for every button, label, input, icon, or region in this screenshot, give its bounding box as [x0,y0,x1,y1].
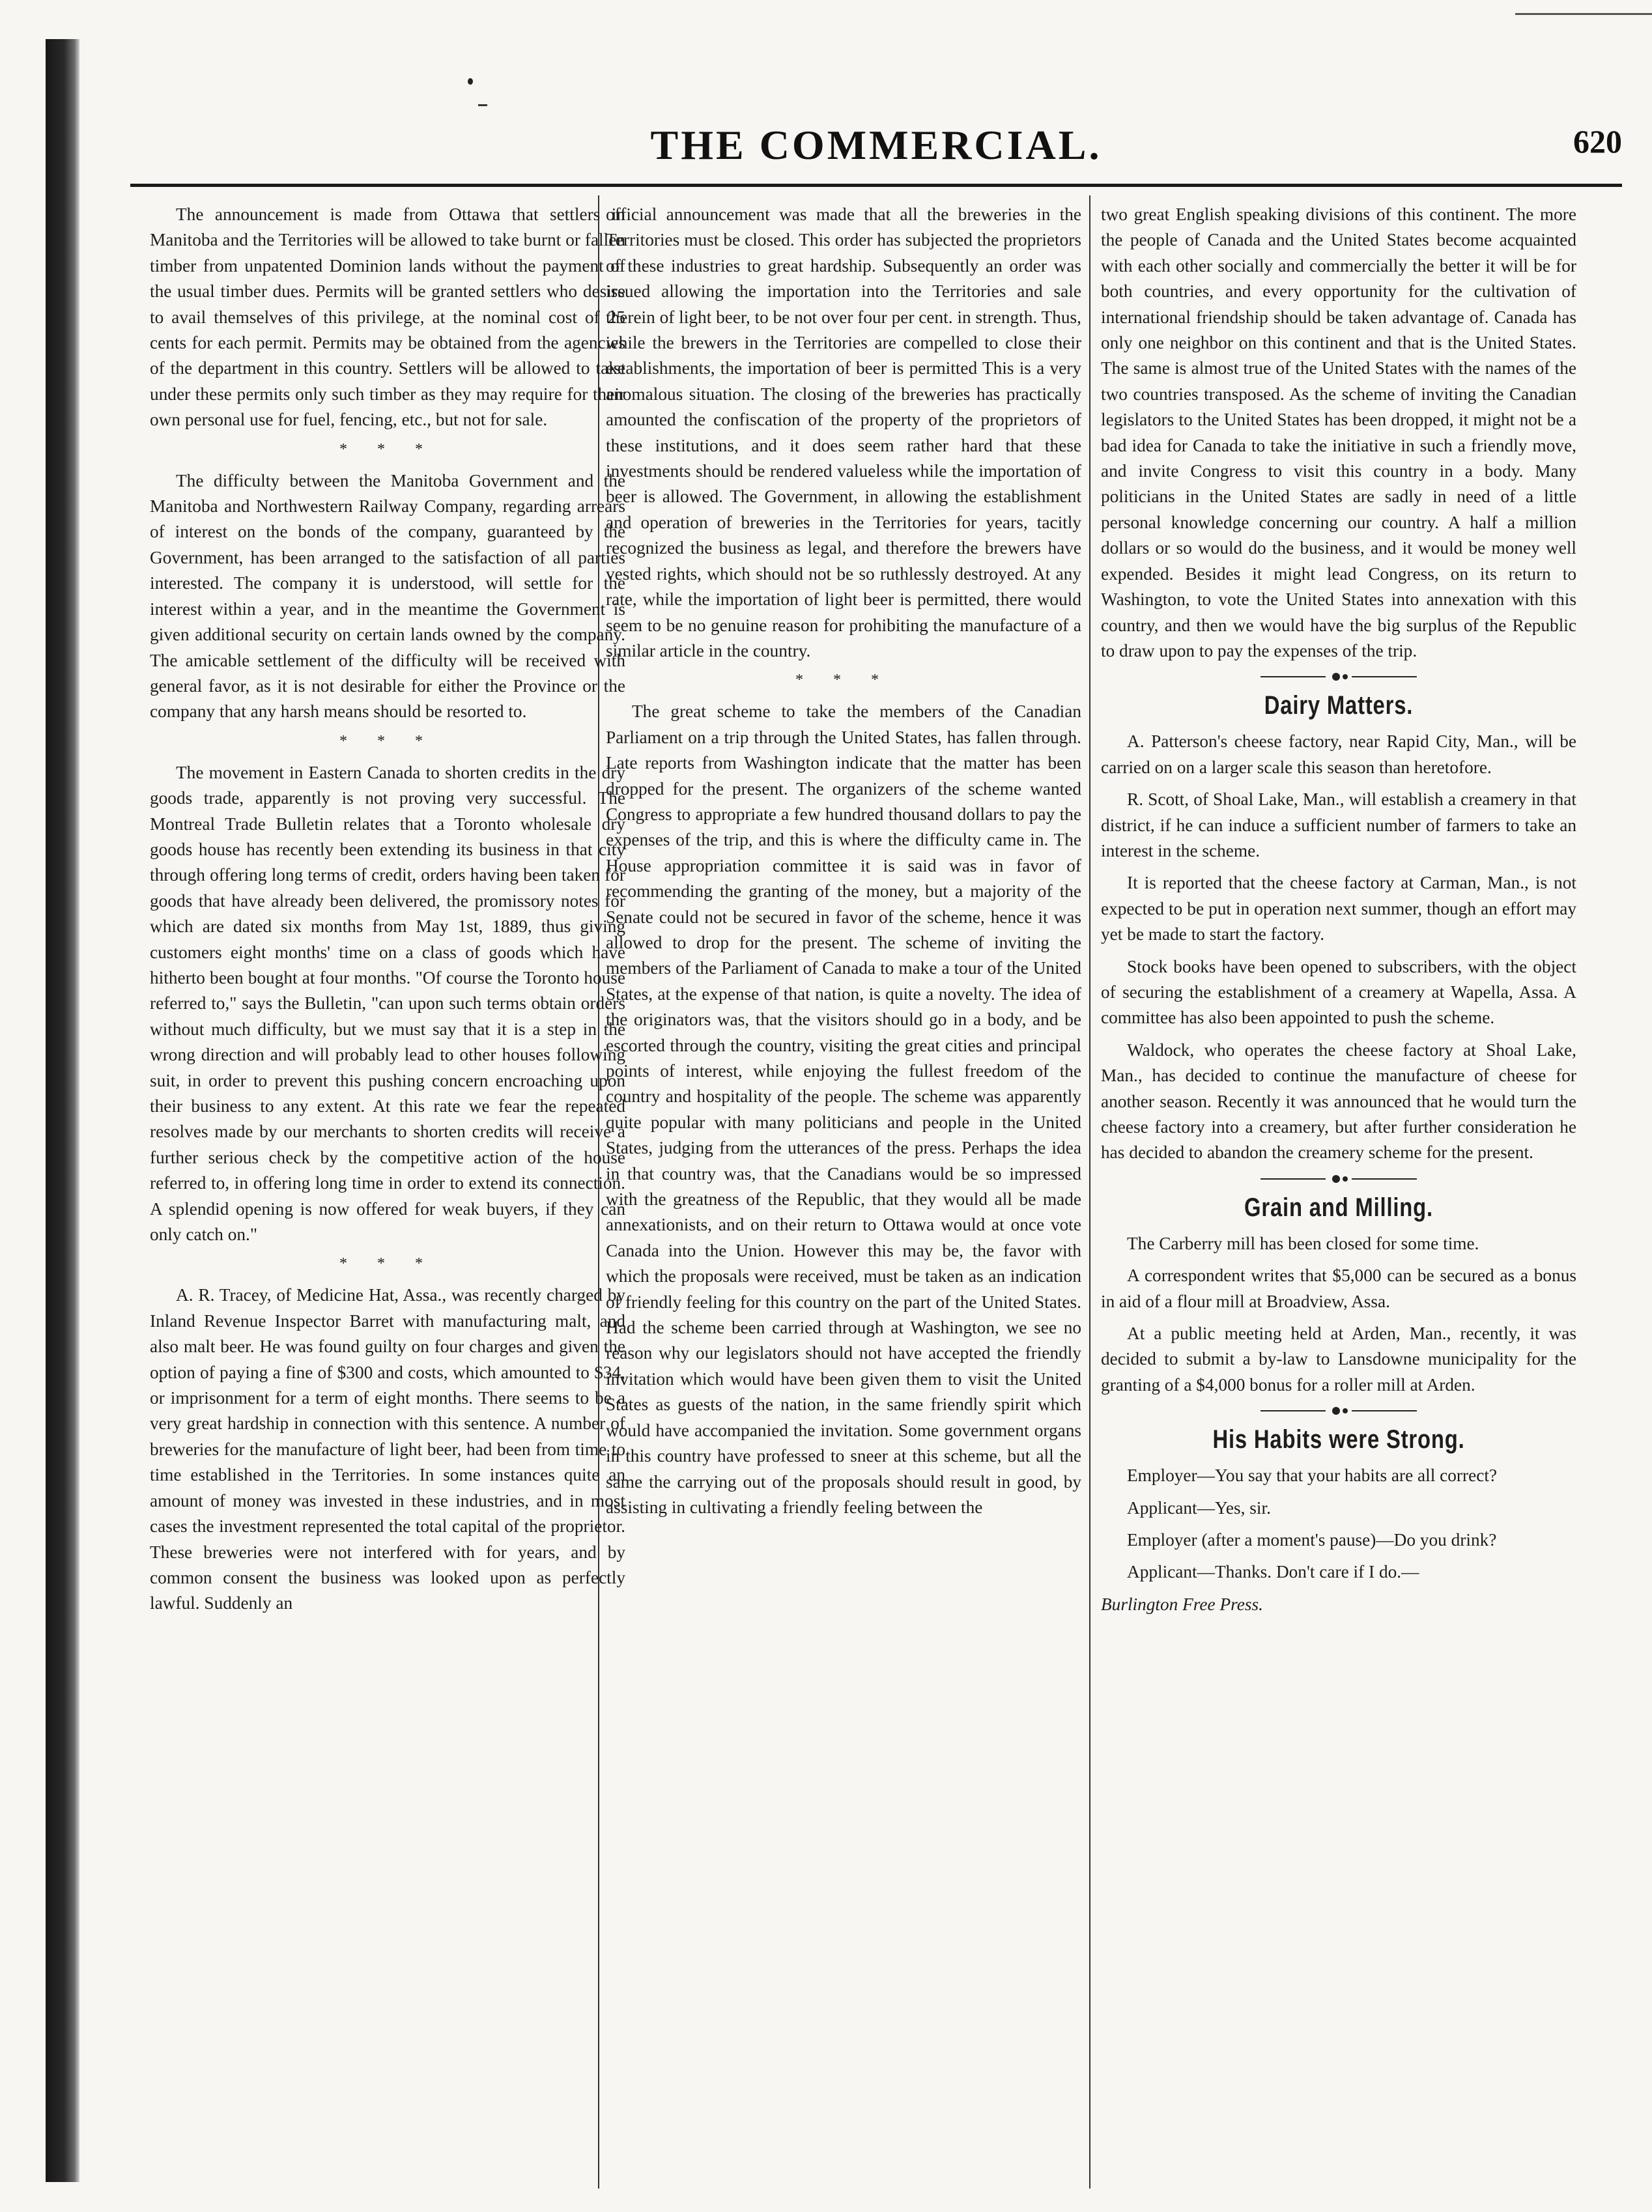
masthead-title: THE COMMERCIAL. [650,122,1102,168]
grain-item: A correspondent writes that $5,000 can be secured as a bonus in aid of a flour mill at Broadview, Assa. [1101,1266,1576,1311]
source-credit: Burlington Free Press. [1101,1594,1263,1614]
section-divider [1260,1404,1417,1417]
dairy-item: A. Patterson's cheese factory, near Rapid City, Man., will be carried on on a larger scale this season than heretofore. [1101,731,1576,777]
corner-rule [1515,13,1652,15]
section-divider [1260,1172,1417,1185]
dairy-item: R. Scott, of Shoal Lake, Man., will establish a creamery in that district, if he can induce a sufficient number of farmers to take an interest in the scheme. [1101,789,1576,860]
article-parliament-trip: The great scheme to take the members of the Canadian Parliament on a trip through the United States, has fallen through. Late reports from Washington indicate that the matter has been dropped for the present. The organizers of the scheme wanted Congress to appropriate a few hundred thousand dollars to pay the expenses of the trip, and this is where the difficulty came in. The House appropriation committee it is said was in favor of recommending the granting of the money, but a majority of the Senate could not be secured in favor of the scheme, hence it was allowed to drop for the present. The scheme of inviting the members of the Parliament of Canada to make a tour of the United States, at the expense of that nation, is quite a novelty. The idea of the originators was, that the visitors should go in a body, and be escorted through the country, visiting the great cities and principal points of interest, while enjoying the fullest freedom of the country and hospitality of the people. The scheme was apparently quite popular with many politicians and people in the United States, judging from the utterances of the press. Perhaps the idea in that country was, that the Canadians would be so impressed with the greatness of the Republic, that they would all be made annexationists, and on their return to Ottawa would at once vote Canada into the Union. However this may be, the favor with which the proposals were received, must be taken as an indication of friendly feeling for this country on the part of the United States. Had the scheme been carried through at Washington, we see no reason why our legislators should not have accepted the friendly invitation which would have been given them to visit the United States as guests of the nation, in the same friendly spirit which would have accompanied the invitation. Some government organs in this country have professed to sneer at this scheme, but all the same the carrying out of the proposals should result in good, by assisting in cultivating a friendly feeling between the [606,702,1081,1517]
masthead-rule [130,184,1622,187]
article-timber-permits: The announcement is made from Ottawa that settlers in Manitoba and the Territories will be allowed to take burnt or fallen timber from unpatented Dominion lands without the payment of the usual timber dues. Permits will be granted settlers who desire to avail themselves of this privilege, at the nominal cost of 25 cents for each permit. Permits may be obtained from the agencies of the department in this country. Settlers will be allowed to take under these permits only such timber as they may require for their own personal use for fuel, fencing, etc., but not for sale. [150,205,625,430]
section-stars: * * * [339,440,436,458]
dialogue-line: Employer (after a moment's pause)—Do you drink? [1127,1530,1497,1550]
heading-his-habits-were-strong: His Habits were Strong. [1212,1425,1465,1454]
dairy-item: Waldock, who operates the cheese factory at Shoal Lake, Man., has decided to continue the manufacture of cheese for another season. Recently it was announced that he would turn the cheese factory into a creamery, but after further consideration he has decided to abandon the creamery scheme for the present. [1101,1040,1576,1163]
ink-speck [468,78,473,85]
heading-dairy-matters: Dairy Matters. [1264,691,1414,720]
article-dry-goods-credits: The movement in Eastern Canada to shorten credits in the dry goods trade, apparently is not proving very successful. The Montreal Trade Bulletin relates that a Toronto wholesale dry goods house has recently been extending its business in that city through offering long terms of credit, orders having been taken for goods that have already been delivered, the promissory notes for which are dated six months from May 1st, 1889, thus giving customers eight months' time on a class of goods which have hitherto been bought at four months. "Of course the Toronto house referred to," says the Bulletin, "can upon such terms obtain orders without much difficulty, but we must say that it is a step in the wrong direction and will probably lead to other houses following suit, in order to prevent this pushing concern encroaching upon their business to any extent. At this rate we fear the repeated resolves made by our merchants to shorten credits will receive a further serious check by the competitive action of the house referred to, in offering long time in order to extend its connection. A splendid opening is now offered for weak buyers, if they can only catch on." [150,762,625,1245]
article-railway-interest: The difficulty between the Manitoba Government and the Manitoba and Northwestern Railway Company, regarding arrears of interest on the bonds of the company, guaranteed by the Government, has been arranged to the satisfaction of all parties interested. The company it is understood, will settle for the interest within a year, and in the meantime the Government is given additional security on certain lands owned by the company. The amicable settlement of the difficulty will be received with general favor, as it is not desirable for either the Province or the company that any harsh means should be resorted to. [150,470,625,722]
section-divider [1260,670,1417,683]
dialogue-line: Applicant—Yes, sir. [1127,1497,1271,1518]
heading-grain-and-milling: Grain and Milling. [1244,1193,1433,1222]
ink-mark [478,104,487,106]
section-stars: * * * [339,1255,436,1273]
page-number: 620 [1573,123,1622,160]
page-binding-shadow [46,39,79,2182]
grain-item: At a public meeting held at Arden, Man., recently, it was decided to submit a by-law to Lansdowne municipality for the granting of a $4,000 bonus for a roller mill at Arden. [1101,1324,1576,1395]
dialogue-line: Employer—You say that your habits are all correct? [1127,1466,1498,1486]
article-parliament-trip-continued: two great English speaking divisions of this continent. The more the people of Canada and the United States become acquainted with each other socially and commercially the better it will be for both countries, and every opportunity for the cultivation of international friendship should be taken advantage of. Canada has only one neighbor on this continent and that is the United States. The same is almost true of the United States with the names of the two countries transposed. As the scheme of inviting the Canadian legislators to the United States has been dropped, it might not be a bad idea for Canada to take the initiative in such a friendly move, and invite Congress to visit this country in a body. Many politicians in the United States are sadly in need of a little personal knowledge concerning our country. A half a million dollars or so would do the business, and it would be money well expended. Besides it might lead Congress, on its return to Washington, to vote the United States into annexation with this country, and then we would have the big surplus of the Republic to draw upon to pay the expenses of the trip. [1101,205,1576,660]
column-3 [1101,202,1576,2176]
masthead [130,117,1622,169]
column-separator-2 [1089,195,1090,2189]
section-stars: * * * [795,672,892,689]
article-breweries-continued: official announcement was made that all the breweries in the Territories must be closed. This order has subjected the proprietors of these industries to great hardship. Subsequently an order was issued allowing the importation into the Territories and sale therein of light beer, to be not over four per cent. in strength. Thus, while the brewers in the Territories are compelled to close their establishments, the importation of beer is permitted This is a very anomalous situation. The closing of the breweries has practically amounted the confiscation of the property of the proprietors of these institutions, and it does seem rather hard that these investments should be rendered valueless while the importation of beer is allowed. The Government, in allowing the establishment and operation of breweries in the Territories for years, tacitly recognized the business as legal, and therefore the brewers have vested rights, which should not be so ruthlessly destroyed. At any rate, while the importation of light beer is permitted, there would seem to be no genuine reason for prohibiting the manufacture of a similar article in the country. [606,205,1081,660]
column-1 [150,202,625,2176]
dairy-item: Stock books have been opened to subscribers, with the object of securing the establishment of a creamery at Wapella, Assa. A committee has also been appointed to push the scheme. [1101,956,1576,1028]
grain-item: The Carberry mill has been closed for some time. [1127,1233,1479,1253]
section-stars: * * * [339,732,436,750]
dialogue-line: Applicant—Thanks. Don't care if I do.— [1127,1562,1419,1582]
dairy-item: It is reported that the cheese factory at Carman, Man., is not expected to be put in operation next summer, though an effort may yet be made to start the factory. [1101,873,1576,944]
article-tracey-malt: A. R. Tracey, of Medicine Hat, Assa., was recently charged by Inland Revenue Inspector Barret with manufacturing malt, and also malt beer. He was found guilty on four charges and given the option of paying a fine of $300 and costs, which amounted to $34, or imprisonment for a term of eight months. There seems to be a very great hardship in connection with this sentence. A number of breweries for the manufacture of light beer, had been from time to time established in the Territories. In some instances quite an amount of money was invested in these industries, and in most cases the investment represented the total capital of the proprietor. These breweries were not interfered with for years, and by common consent the business was looked upon as perfectly lawful. Suddenly an [150,1285,625,1613]
column-2 [606,202,1081,2176]
